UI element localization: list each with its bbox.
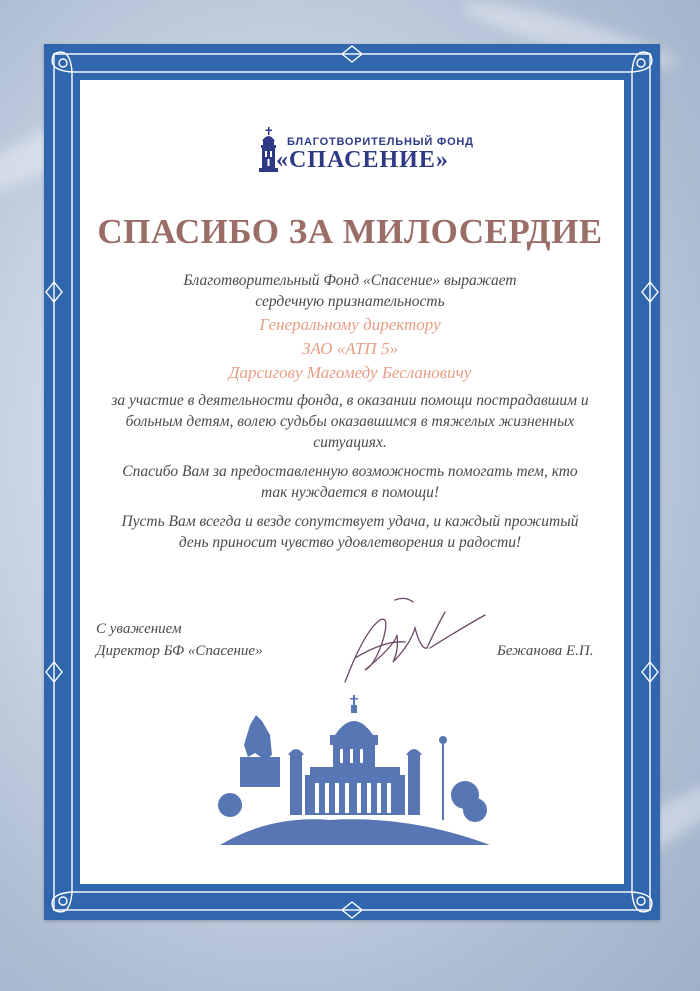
regards-text: С уважением bbox=[96, 621, 182, 637]
body-text-line: ситуациях. bbox=[313, 434, 387, 451]
body-text-line: Пусть Вам всегда и везде сопутствует удача, и каждый прожитый bbox=[121, 513, 579, 530]
logo-name: «СПАСЕНИЕ» bbox=[276, 147, 449, 173]
certificate-title: СПАСИБО ЗА МИЛОСЕРДИЕ bbox=[97, 212, 603, 251]
signer-position: Директор БФ «Спасение» bbox=[96, 643, 263, 659]
body-text-line: Спасибо Вам за предоставленную возможность помогать тем, кто bbox=[122, 463, 578, 480]
intro-line: сердечную признательность bbox=[255, 293, 445, 310]
signer-name: Бежанова Е.П. bbox=[497, 643, 594, 659]
body-text-line: за участие в деятельности фонда, в оказании помощи пострадавшим и bbox=[111, 392, 589, 409]
body-text-line: больным детям, волею судьбы оказавшимся в тяжелых жизненных bbox=[125, 413, 575, 430]
logo-subtitle: БЛАГОТВОРИТЕЛЬНЫЙ ФОНД bbox=[287, 136, 474, 148]
recipient-line: Дарсигову Магомеду Беслановичу bbox=[228, 363, 472, 382]
body-text-line: так нуждается в помощи! bbox=[260, 484, 440, 501]
foundation-logo bbox=[258, 127, 474, 182]
recipient-line: ЗАО «АТП 5» bbox=[302, 339, 398, 358]
recipient-line: Генеральному директору bbox=[259, 315, 441, 334]
cathedral-illustration bbox=[210, 695, 500, 845]
handwritten-signature bbox=[335, 590, 495, 690]
intro-line: Благотворительный Фонд «Спасение» выражает bbox=[183, 272, 517, 289]
body-text-line: день приносит чувство удовлетворения и радости! bbox=[178, 534, 522, 551]
